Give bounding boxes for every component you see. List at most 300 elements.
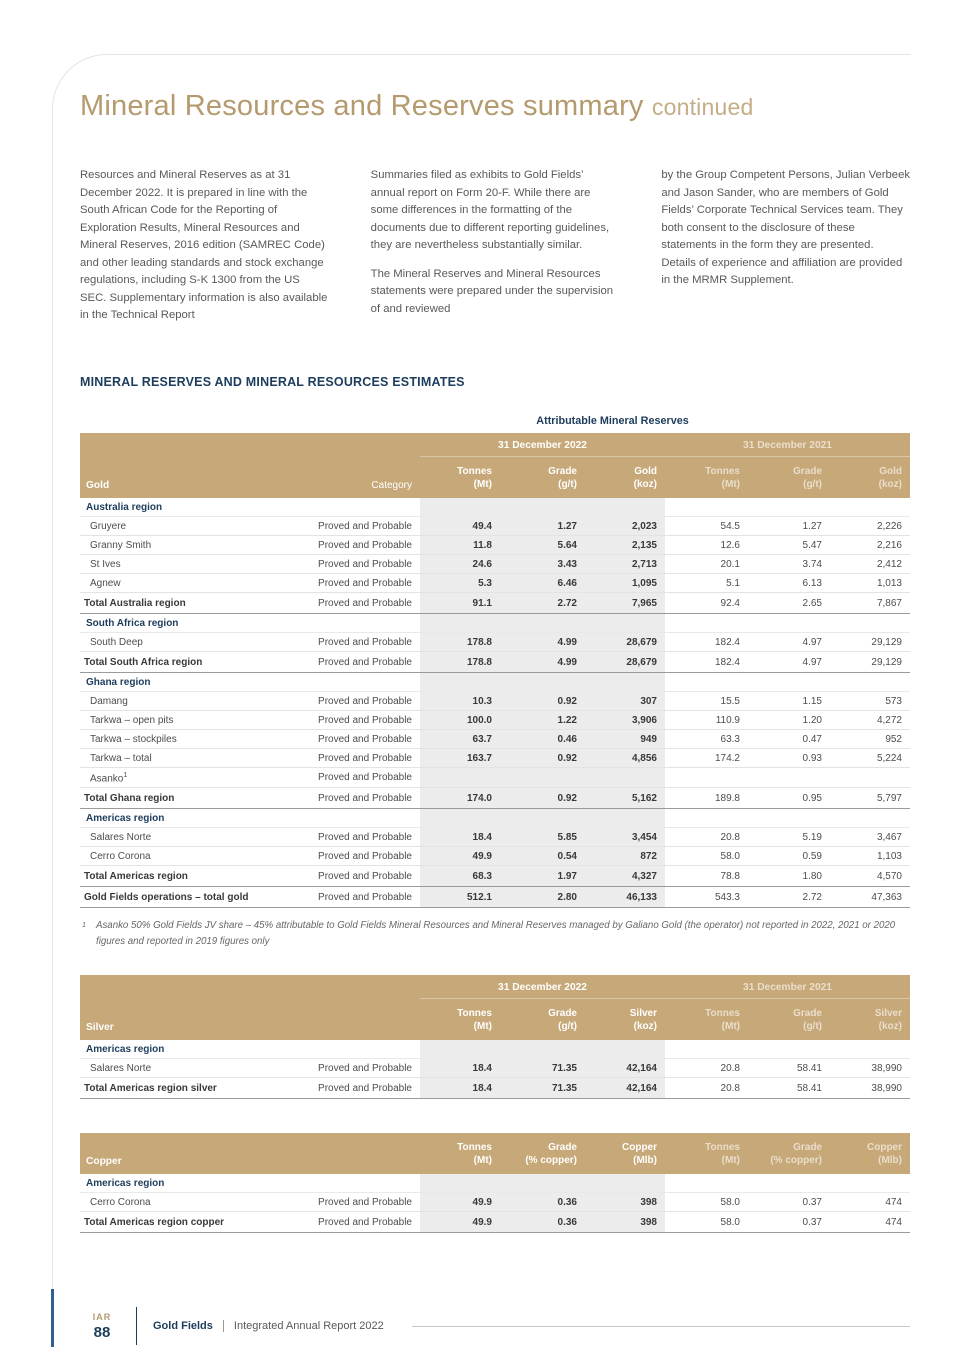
value-column-header: Tonnes (Mt) [665,457,748,499]
value-2021: 58.0 [665,1193,748,1212]
value-2021: 110.9 [665,711,748,730]
value-2021: 29,129 [830,652,910,673]
value-column-header: Tonnes (Mt) [420,457,500,499]
row-category: Proved and Probable [255,593,420,614]
period-2021-label: 31 December 2021 [665,433,910,457]
value-2022: 3.43 [500,555,585,574]
value-2021 [665,1174,748,1193]
page-footer [80,1307,910,1345]
value-2022: 18.4 [420,1078,500,1099]
row-label: Australia region [80,498,255,517]
value-2021: 38,990 [830,1059,910,1078]
section-heading: MINERAL RESERVES AND MINERAL RESOURCES ESTIMATES [80,375,465,389]
total-row [80,1078,910,1099]
value-2021: 4,570 [830,866,910,887]
row-label: Americas region [80,809,255,828]
value-2022 [585,809,665,828]
value-2021 [830,768,910,788]
row-label: Asanko$^1$ [80,768,255,788]
value-2022: 42,164 [585,1078,665,1099]
table-row [80,847,910,866]
value-2021: 1.80 [748,866,830,887]
iar-label: IAR [92,1311,112,1322]
category-column-header [255,1133,420,1174]
total-row [80,887,910,908]
row-category: Proved and Probable [255,692,420,711]
value-2022: 3,906 [585,711,665,730]
value-2022: 5.85 [500,828,585,847]
page-title-continued: continued [651,94,754,120]
value-column-header: Grade (% copper) [748,1133,830,1174]
value-column-header: Tonnes (Mt) [420,1133,500,1174]
value-2021: 78.8 [665,866,748,887]
row-label: Americas region [80,1174,255,1193]
silver-label-column-header: Silver [80,999,255,1041]
value-2021: 58.0 [665,847,748,866]
row-category: Proved and Probable [255,1212,420,1233]
row-label: Total South Africa region [80,652,255,673]
value-2022 [420,809,500,828]
value-2021: 63.3 [665,730,748,749]
value-2022: 949 [585,730,665,749]
value-2022 [500,1174,585,1193]
value-2022: 2,023 [585,517,665,536]
brand-name: Gold Fields [153,1320,213,1332]
region-header-row [80,809,910,828]
value-2022 [420,498,500,517]
footnote-marker: 1 [82,922,86,930]
value-2022: 1.97 [500,866,585,887]
page-number: 88 [93,1323,111,1341]
column-header-row [80,457,910,499]
value-2021: 1.27 [748,517,830,536]
value-2021 [830,1174,910,1193]
copper-table-mount [80,1133,910,1233]
value-2021: 2,412 [830,555,910,574]
value-2021: 5.19 [748,828,830,847]
value-2021: 1.20 [748,711,830,730]
value-2021: 3,467 [830,828,910,847]
silver-table-header [80,975,910,1040]
value-2022 [500,614,585,633]
value-2022: 63.7 [420,730,500,749]
value-2021: 182.4 [665,633,748,652]
value-2021: 54.5 [665,517,748,536]
row-label: Total Australia region [80,593,255,614]
footer-brand-separator [223,1320,224,1332]
total-row [80,593,910,614]
value-2022 [420,1174,500,1193]
total-row [80,788,910,809]
row-category: Proved and Probable [255,633,420,652]
value-2021: 29,129 [830,633,910,652]
gold-table-body [80,498,910,908]
region-header-row [80,498,910,517]
value-2022 [585,1040,665,1059]
value-2021 [748,1040,830,1059]
table-row [80,730,910,749]
value-2022: 100.0 [420,711,500,730]
value-2021 [830,614,910,633]
value-2022: 49.9 [420,847,500,866]
value-column-header: Grade (g/t) [500,457,585,499]
value-2022: 5.64 [500,536,585,555]
value-2021: 58.41 [748,1059,830,1078]
gold-label-column-header: Gold [80,457,255,499]
value-2022 [585,614,665,633]
value-2022: 398 [585,1193,665,1212]
row-category: Proved and Probable [255,517,420,536]
value-2021: 20.1 [665,555,748,574]
value-2021 [748,768,830,788]
table-caption: Attributable Mineral Reserves [536,415,689,427]
silver-table-mount [80,975,910,1099]
table-row [80,555,910,574]
value-column-header: Silver (koz) [585,999,665,1041]
column-header-row [80,1133,910,1174]
value-2022: 307 [585,692,665,711]
table-row [80,1059,910,1078]
row-category: Proved and Probable [255,847,420,866]
value-2021: 2.65 [748,593,830,614]
value-2022: 178.8 [420,652,500,673]
value-2022: 2.72 [500,593,585,614]
row-label: Total Americas region silver [80,1078,255,1099]
value-2021 [665,614,748,633]
silver-table-body [80,1040,910,1099]
gold-table-header [80,433,910,498]
row-category: Proved and Probable [255,887,420,908]
row-label: Damang [80,692,255,711]
gold-table-mount [80,433,910,908]
value-2022: 71.35 [500,1059,585,1078]
value-column-header: Grade (% copper) [500,1133,585,1174]
value-2022: 18.4 [420,828,500,847]
value-2022: 49.9 [420,1212,500,1233]
table-row [80,692,910,711]
row-label: Salares Norte [80,828,255,847]
row-category: Proved and Probable [255,536,420,555]
value-2021: 474 [830,1212,910,1233]
value-2021: 38,990 [830,1078,910,1099]
left-accent-bar [51,1289,54,1347]
gold-reserves-table [80,433,910,908]
value-2022: 0.92 [500,788,585,809]
period-header-row [80,975,910,999]
value-2022: 163.7 [420,749,500,768]
column-header-row [80,999,910,1041]
value-2021 [665,768,748,788]
intro-paragraph-2: The Mineral Reserves and Mineral Resources statements were prepared under the supervision of and reviewed [370,267,614,315]
row-category [255,498,420,517]
value-2021: 47,363 [830,887,910,908]
footer-brand [153,1320,384,1332]
intro-column-1: Resources and Mineral Reserves as at 31 December 2022. It is prepared in line with the South African Code for the Reporting of Exploration Results, Mineral Resources and Mineral Reserves, 2016 edition (SAMREC Code) and other leading standards and stock exchange regulations, including S-K 1300 from the US SEC. Supplementary information is also available in the Technical Report [80,169,328,321]
value-2021: 7,867 [830,593,910,614]
row-label: Cerro Corona [80,1193,255,1212]
table-row [80,633,910,652]
value-column-header: Copper (Mlb) [585,1133,665,1174]
row-label: Total Ghana region [80,788,255,809]
intro-column-2 [371,167,620,329]
value-2022: 1.27 [500,517,585,536]
row-label: Granny Smith [80,536,255,555]
period-2021-label: 31 December 2021 [665,975,910,999]
value-2021 [665,809,748,828]
value-2021: 2,226 [830,517,910,536]
value-2022 [585,673,665,692]
copper-label-column-header: Copper [80,1133,255,1174]
value-2022: 512.1 [420,887,500,908]
row-category: Proved and Probable [255,555,420,574]
row-label: Salares Norte [80,1059,255,1078]
value-2022 [500,768,585,788]
value-2021: 573 [830,692,910,711]
value-2021: 0.37 [748,1212,830,1233]
row-label: Americas region [80,1040,255,1059]
value-2021: 952 [830,730,910,749]
value-2021: 189.8 [665,788,748,809]
value-column-header: Grade (g/t) [748,999,830,1041]
value-2022: 2.80 [500,887,585,908]
intro-paragraph-1: Summaries filed as exhibits to Gold Fields’ annual report on Form 20-F. While there are some differences in the formatting of the documents due to different reporting guidelines, they are nevertheless substantially similar. [370,169,610,251]
value-2022: 174.0 [420,788,500,809]
table-row [80,536,910,555]
value-2021: 15.5 [665,692,748,711]
value-2021 [665,673,748,692]
value-2022: 0.92 [500,692,585,711]
row-label: Gruyere [80,517,255,536]
silver-reserves-table [80,975,910,1099]
value-2021 [830,809,910,828]
value-2022 [585,1174,665,1193]
value-2022: 5,162 [585,788,665,809]
value-2021 [748,498,830,517]
value-2022 [500,673,585,692]
value-2022 [585,498,665,517]
row-label: Gold Fields operations – total gold [80,887,255,908]
period-2022-label: 31 December 2022 [420,433,665,457]
value-2022: 0.36 [500,1212,585,1233]
row-label: Tarkwa – stockpiles [80,730,255,749]
value-2022: 11.8 [420,536,500,555]
value-2021: 4,272 [830,711,910,730]
footnote [80,918,910,949]
value-column-header: Tonnes (Mt) [420,999,500,1041]
table-row [80,768,910,788]
value-2021: 2.72 [748,887,830,908]
value-2021: 3.74 [748,555,830,574]
value-column-header: Copper (Mlb) [830,1133,910,1174]
footnote-text: Asanko 50% Gold Fields JV share – 45% attributable to Gold Fields Mineral Resources and Mineral Reserves managed by Galiano Gold (the operator) not reported in 2022, 2021 or 2020 figures and reported in 2019 figures only [96,920,896,947]
row-category: Proved and Probable [255,574,420,593]
value-2021 [748,809,830,828]
footer-divider [136,1307,137,1345]
value-2022: 46,133 [585,887,665,908]
value-2022: 18.4 [420,1059,500,1078]
value-2021: 0.93 [748,749,830,768]
value-2022: 3,454 [585,828,665,847]
value-2021: 474 [830,1193,910,1212]
value-2022: 4,856 [585,749,665,768]
value-2021 [748,614,830,633]
row-category [255,1174,420,1193]
period-header-row [80,433,910,457]
value-column-header: Tonnes (Mt) [665,1133,748,1174]
table-row [80,711,910,730]
value-2021: 0.59 [748,847,830,866]
row-label: Ghana region [80,673,255,692]
row-category: Proved and Probable [255,1193,420,1212]
row-category: Proved and Probable [255,749,420,768]
value-2022: 1.22 [500,711,585,730]
category-column-header: Category [255,457,420,499]
value-2021: 543.3 [665,887,748,908]
value-2022: 0.92 [500,749,585,768]
row-label: Cerro Corona [80,847,255,866]
value-2021: 4.97 [748,633,830,652]
value-2021 [830,673,910,692]
value-2022 [500,1040,585,1059]
value-2021 [830,498,910,517]
row-label: St Ives [80,555,255,574]
row-category: Proved and Probable [255,711,420,730]
row-category: Proved and Probable [255,768,420,788]
total-row [80,866,910,887]
value-2021: 0.37 [748,1193,830,1212]
value-2022: 2,713 [585,555,665,574]
value-2022: 49.4 [420,517,500,536]
value-2022: 0.46 [500,730,585,749]
report-title: Integrated Annual Report 2022 [233,1320,384,1332]
value-2022: 10.3 [420,692,500,711]
value-2022: 71.35 [500,1078,585,1099]
value-2021 [830,1040,910,1059]
value-2021: 58.41 [748,1078,830,1099]
value-2022: 398 [585,1212,665,1233]
row-category: Proved and Probable [255,730,420,749]
row-category: Proved and Probable [255,828,420,847]
row-label: Total Americas region [80,866,255,887]
row-label: South Africa region [80,614,255,633]
value-2021 [665,1040,748,1059]
value-2022 [420,768,500,788]
value-2022: 0.36 [500,1193,585,1212]
period-2022-label: 31 December 2022 [420,975,665,999]
row-category: Proved and Probable [255,1078,420,1099]
value-column-header: Grade (g/t) [500,999,585,1041]
region-header-row [80,614,910,633]
page-title [80,90,910,123]
value-2021: 182.4 [665,652,748,673]
value-2021: 20.8 [665,1078,748,1099]
value-2021: 6.13 [748,574,830,593]
total-row [80,652,910,673]
value-2022: 0.54 [500,847,585,866]
value-2021: 1.15 [748,692,830,711]
region-header-row [80,1174,910,1193]
row-category [255,673,420,692]
value-2022: 4,327 [585,866,665,887]
value-2022 [420,1040,500,1059]
category-column-header [255,999,420,1041]
value-2022 [420,673,500,692]
value-2022: 91.1 [420,593,500,614]
value-2022 [420,614,500,633]
page-number-block [80,1312,124,1341]
copper-table-header [80,1133,910,1174]
value-2022: 28,679 [585,652,665,673]
value-2021: 0.47 [748,730,830,749]
row-label: Tarkwa – total [80,749,255,768]
value-2021 [748,673,830,692]
row-label: South Deep [80,633,255,652]
value-2021: 5.1 [665,574,748,593]
table-row [80,574,910,593]
row-label: Total Americas region copper [80,1212,255,1233]
row-label: Agnew [80,574,255,593]
value-2022: 872 [585,847,665,866]
value-2021: 20.8 [665,828,748,847]
row-category: Proved and Probable [255,866,420,887]
value-2022: 68.3 [420,866,500,887]
value-2022 [500,809,585,828]
value-column-header: Tonnes (Mt) [665,999,748,1041]
value-2022: 178.8 [420,633,500,652]
table-row [80,517,910,536]
value-2022: 4.99 [500,652,585,673]
table-row [80,1193,910,1212]
row-label: Tarkwa – open pits [80,711,255,730]
value-2021: 20.8 [665,1059,748,1078]
intro-column-3: by the Group Competent Persons, Julian Verbeek and Jason Sander, who are members of Gold Fields’ Corporate Technical Services team. They both consent to the disclosure of these statements in the form they are presented. Details of experience and affiliation are provided in the MRMR Supplement. [661,169,911,286]
page-title-main: Mineral Resources and Reserves summary [80,90,644,122]
value-2021: 1,103 [830,847,910,866]
copper-table-body [80,1174,910,1233]
value-2021: 5,797 [830,788,910,809]
value-2021: 58.0 [665,1212,748,1233]
value-2021: 5,224 [830,749,910,768]
value-2022 [500,498,585,517]
value-2022: 5.3 [420,574,500,593]
table-row [80,749,910,768]
total-row [80,1212,910,1233]
value-2022: 6.46 [500,574,585,593]
value-2022: 24.6 [420,555,500,574]
value-2022: 28,679 [585,633,665,652]
value-column-header: Grade (g/t) [748,457,830,499]
value-column-header: Silver (koz) [830,999,910,1041]
footer-rule [412,1326,910,1327]
value-2021: 5.47 [748,536,830,555]
table-row [80,828,910,847]
row-category: Proved and Probable [255,652,420,673]
value-2021: 174.2 [665,749,748,768]
intro-text [80,167,910,329]
row-category: Proved and Probable [255,1059,420,1078]
value-2021 [748,1174,830,1193]
region-header-row [80,1040,910,1059]
value-2021: 12.6 [665,536,748,555]
value-column-header: Gold (koz) [585,457,665,499]
value-2022: 42,164 [585,1059,665,1078]
row-category [255,614,420,633]
value-2022 [585,768,665,788]
row-category [255,1040,420,1059]
value-2021: 2,216 [830,536,910,555]
value-2021: 92.4 [665,593,748,614]
value-2021: 4.97 [748,652,830,673]
